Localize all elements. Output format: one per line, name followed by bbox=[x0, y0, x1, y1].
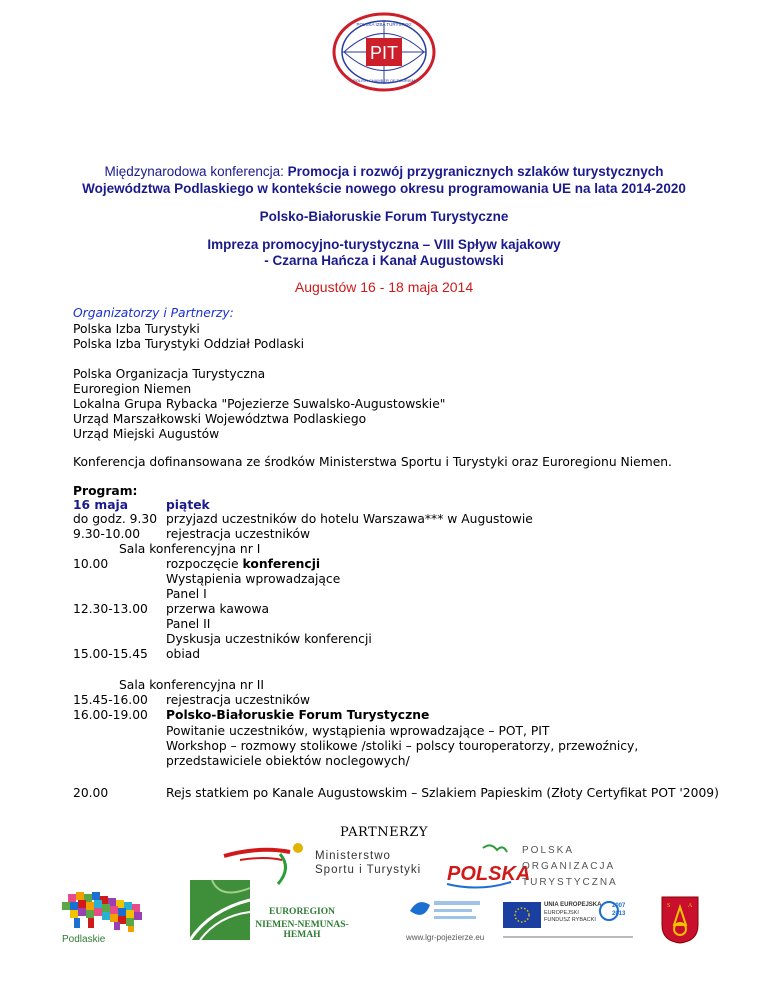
program-item: przerwa kawowa bbox=[166, 602, 270, 616]
organizers-heading: Organizatorzy i Partnerzy: bbox=[73, 306, 234, 320]
polska-logo bbox=[443, 842, 531, 890]
program-item: Powitanie uczestników, wystąpienia wprowadzające – POT, PIT bbox=[166, 724, 550, 738]
euroregion-name-2: NIEMEN-NEMUNAS-НЕМАН bbox=[255, 920, 349, 940]
fund-years-start: 2007 bbox=[612, 903, 626, 909]
svg-text:S: S bbox=[667, 903, 671, 909]
program-item: Panel II bbox=[166, 617, 211, 631]
pit-logo-text: PIT bbox=[369, 43, 399, 63]
hall-label: Sala konferencyjna nr II bbox=[119, 678, 264, 692]
program-item: Polsko-Białoruskie Forum Turystyczne bbox=[166, 708, 430, 722]
pit-logo bbox=[330, 10, 438, 95]
lgr-logo bbox=[404, 893, 484, 929]
program-time: 12.30-13.00 bbox=[73, 602, 148, 616]
pot-logo-2: ORGANIZACJA bbox=[522, 861, 616, 872]
pot-logo-3: TURYSTYCZNA bbox=[522, 877, 618, 888]
organizer-item: Urząd Marszałkowski Województwa Podlaskiego bbox=[73, 412, 367, 426]
ministry-name-2: Sportu i Turystyki bbox=[315, 864, 422, 876]
podlaskie-logo bbox=[58, 888, 158, 946]
title-line-1: Międzynarodowa konferencja: Promocja i rozwój przygranicznych szlaków turystycznych bbox=[104, 164, 664, 179]
hall-label: Sala konferencyjna nr I bbox=[119, 542, 261, 556]
program-item: przedstawiciele obiektów noclegowych/ bbox=[166, 754, 410, 768]
program-time: 15.00-15.45 bbox=[73, 647, 148, 661]
lgr-url: www.lgr-pojezierze.eu bbox=[406, 933, 485, 942]
svg-text:A: A bbox=[688, 903, 693, 909]
fund-years-end: 2013 bbox=[612, 911, 626, 917]
eu-text-3: FUNDUSZ RYBACKI bbox=[544, 917, 596, 923]
event-line-2: - Czarna Hańcza i Kanał Augustowski bbox=[264, 253, 504, 268]
program-item: rejestracja uczestników bbox=[166, 527, 311, 541]
organizer-item: Polska Izba Turystyki Oddział Podlaski bbox=[73, 337, 305, 351]
partners-heading: PARTNERZY bbox=[340, 825, 428, 840]
program-time: 15.45-16.00 bbox=[73, 693, 148, 707]
ministry-logo bbox=[220, 838, 310, 886]
program-time: do godz. 9.30 bbox=[73, 512, 158, 526]
euroregion-name-1: EUROREGION bbox=[269, 907, 335, 917]
program-item: Workshop – rozmowy stolikowe /stoliki – polscy touroperatorzy, przewoźnicy, bbox=[166, 739, 639, 753]
program-day: 16 maja bbox=[73, 498, 129, 512]
forum-title: Polsko-Białoruskie Forum Turystyczne bbox=[259, 209, 509, 224]
funding-note: Konferencja dofinansowana ze środków Ministerstwa Sportu i Turystyki oraz Euroregionu Niemen. bbox=[73, 455, 672, 469]
organizer-item: Euroregion Niemen bbox=[73, 382, 192, 396]
program-time: 10.00 bbox=[73, 557, 109, 571]
program-time: 9.30-10.00 bbox=[73, 527, 141, 541]
program-item: przyjazd uczestników do hotelu Warszawa*** w Augustowie bbox=[166, 512, 533, 526]
organizer-item: Urząd Miejski Augustów bbox=[73, 427, 220, 441]
program-weekday: piątek bbox=[166, 498, 210, 512]
program-title: Program: bbox=[73, 484, 138, 498]
eu-text-2: EUROPEJSKI bbox=[544, 910, 579, 916]
program-item: Wystąpienia wprowadzające bbox=[166, 572, 341, 586]
program-item: Rejs statkiem po Kanale Augustowskim – Szlakiem Papieskim (Złoty Certyfikat POT '2009) bbox=[166, 786, 719, 800]
euroregion-logo bbox=[190, 880, 250, 940]
program-item: Dyskusja uczestników konferencji bbox=[166, 632, 372, 646]
eu-flag-icon bbox=[503, 902, 541, 928]
ministry-name-1: Ministerstwo bbox=[315, 850, 391, 862]
svg-text:POLSKA IZBA TURYSTYKI: POLSKA IZBA TURYSTYKI bbox=[356, 22, 412, 27]
svg-text:POLISH CHAMBER OF TOURISM: POLISH CHAMBER OF TOURISM bbox=[353, 78, 415, 83]
svg-text:Podlaskie: Podlaskie bbox=[62, 934, 106, 945]
title-line-2: Województwa Podlaskiego w kontekście nowego okresu programowania UE na lata 2014-2020 bbox=[82, 181, 686, 196]
program-time: 20.00 bbox=[73, 786, 109, 800]
date-place: Augustów 16 - 18 maja 2014 bbox=[294, 279, 474, 295]
program-item: rejestracja uczestników bbox=[166, 693, 311, 707]
pot-logo-1: POLSKA bbox=[522, 845, 575, 856]
program-item: rozpoczęcie konferencji bbox=[166, 557, 321, 571]
organizer-item: Polska Organizacja Turystyczna bbox=[73, 367, 266, 381]
program-time: 16.00-19.00 bbox=[73, 708, 148, 722]
fine-print bbox=[503, 936, 633, 938]
program-item: Panel I bbox=[166, 587, 207, 601]
eu-text-1: UNIA EUROPEJSKA bbox=[544, 902, 602, 908]
organizer-item: Lokalna Grupa Rybacka "Pojezierze Suwalsko-Augustowskie" bbox=[73, 397, 446, 411]
svg-text:POLSKA: POLSKA bbox=[447, 863, 531, 885]
organizer-item: Polska Izba Turystyki bbox=[73, 322, 200, 336]
event-line-1: Impreza promocyjno-turystyczna – VIII Spływ kajakowy bbox=[207, 237, 561, 252]
program-item: obiad bbox=[166, 647, 201, 661]
augustow-coat-of-arms bbox=[660, 895, 700, 945]
